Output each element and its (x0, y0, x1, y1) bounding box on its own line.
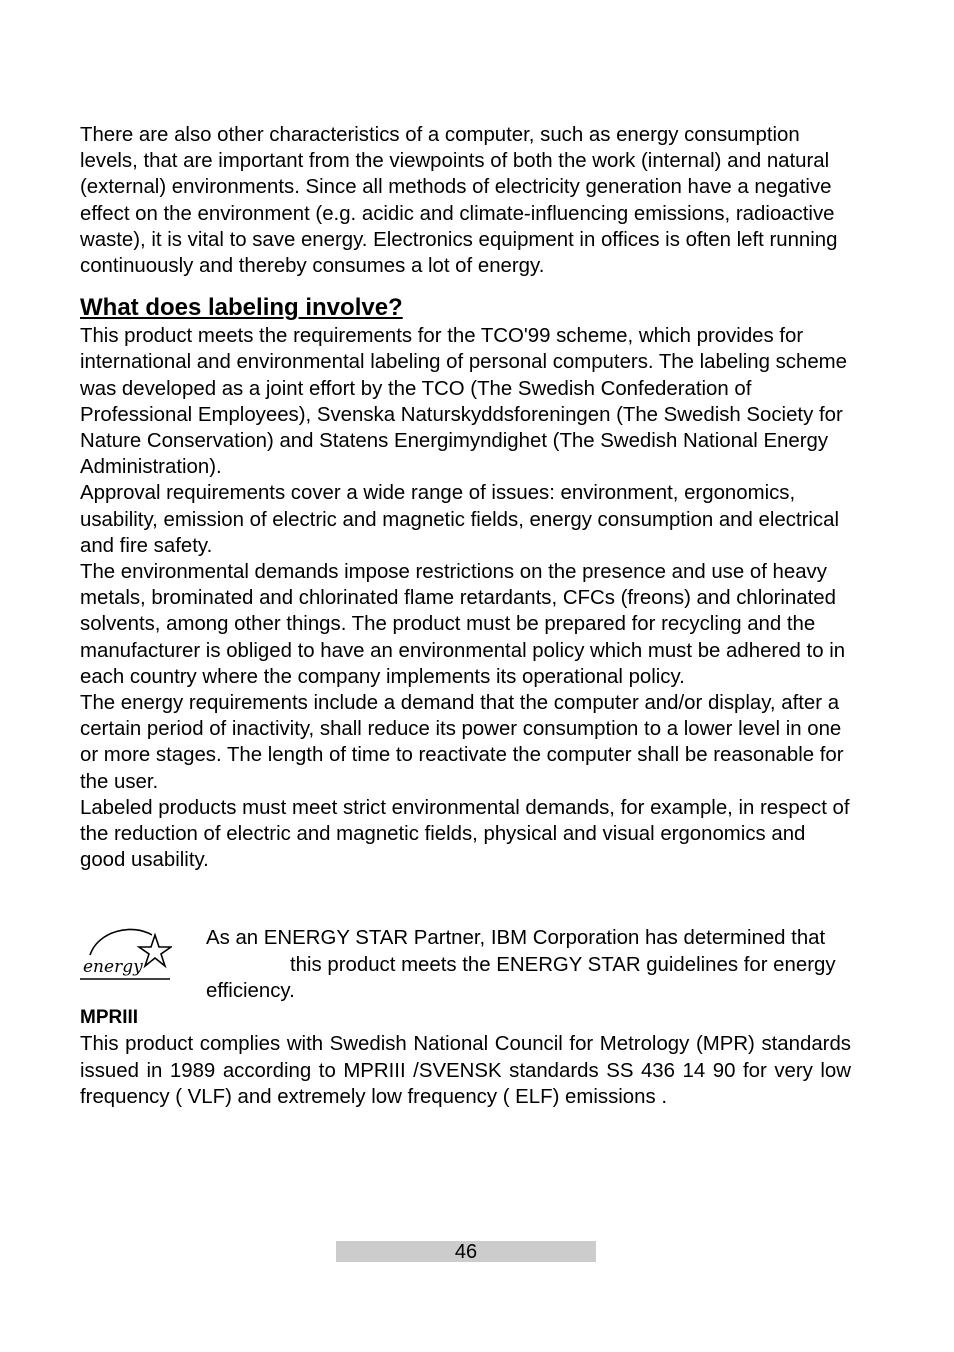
energy-star-text (206, 925, 851, 1004)
labeling-heading: What does labeling involve? (80, 294, 403, 322)
mpr-paragraph: This product complies with Swedish National Council for Metrology (MPR) standards issued in 1989 according to MPRIII /SVENSK standards SS 436 14 90 for very low frequency ( VLF) and extremely low frequency ( ELF) emissions . (80, 1033, 851, 1108)
labeling-paragraph-1: This product meets the requirements for the TCO'99 scheme, which provides for international and environmental labeling of personal computers. The labeling scheme was developed as a joint effort by the TCO (The Swedish Confederation of Professional Employees), Svenska Naturskyddsforeningen (The Swedish Society for Nature Conservation) and Statens Energimyndighet (The Swedish National Energy Administration). (80, 325, 848, 479)
energy-star-section (80, 925, 851, 1005)
labeling-paragraph-2: Approval requirements cover a wide range of issues: environment, ergonomics, usability, emission of electric and magnetic fields, energy consumption and electrical and fire safety. (80, 482, 839, 557)
energy-star-text-part2: this product meets the ENERGY STAR guidelines for energy efficiency. (206, 953, 836, 1002)
labeling-paragraph-4: The energy requirements include a demand that the computer and/or display, after a certain period of inactivity, shall reduce its power consumption to a lower level in one or more stages. The length of time to reactivate the computer shall be reasonable for the user. (80, 692, 844, 793)
energy-star-logo-icon (80, 925, 172, 983)
intro-paragraph: There are also other characteristics of a computer, such as energy consumption levels, that are important from the viewpoints of both the work (internal) and natural (external) environments. Since all methods of electricity generation have a negative effect on the environment (e.g. acidic and climate-influencing emissions, radioactive waste), it is vital to save energy. Electronics equipment in offices is often left running continuously and thereby consumes a lot of energy. (80, 124, 838, 278)
page-number: 46 (336, 1241, 596, 1262)
energy-star-text-part1: As an ENERGY STAR Partner, IBM Corporation has determined that (206, 927, 826, 950)
mpr-heading: MPRIII (80, 1007, 139, 1029)
document-page (80, 122, 851, 1110)
energy-logo-text: energy (83, 957, 143, 978)
labeling-paragraph-5: Labeled products must meet strict environmental demands, for example, in respect of the reduction of electric and magnetic fields, physical and visual ergonomics and good usability. (80, 796, 850, 872)
labeling-paragraph-3: The environmental demands impose restrictions on the presence and use of heavy metals, brominated and chlorinated flame retardants, CFCs (freons) and chlorinated solvents, among other things. The product must be prepared for recycling and the manufacturer is obliged to have an environmental policy which must be adhered to in each country where the company implements its operational policy. (80, 561, 846, 688)
